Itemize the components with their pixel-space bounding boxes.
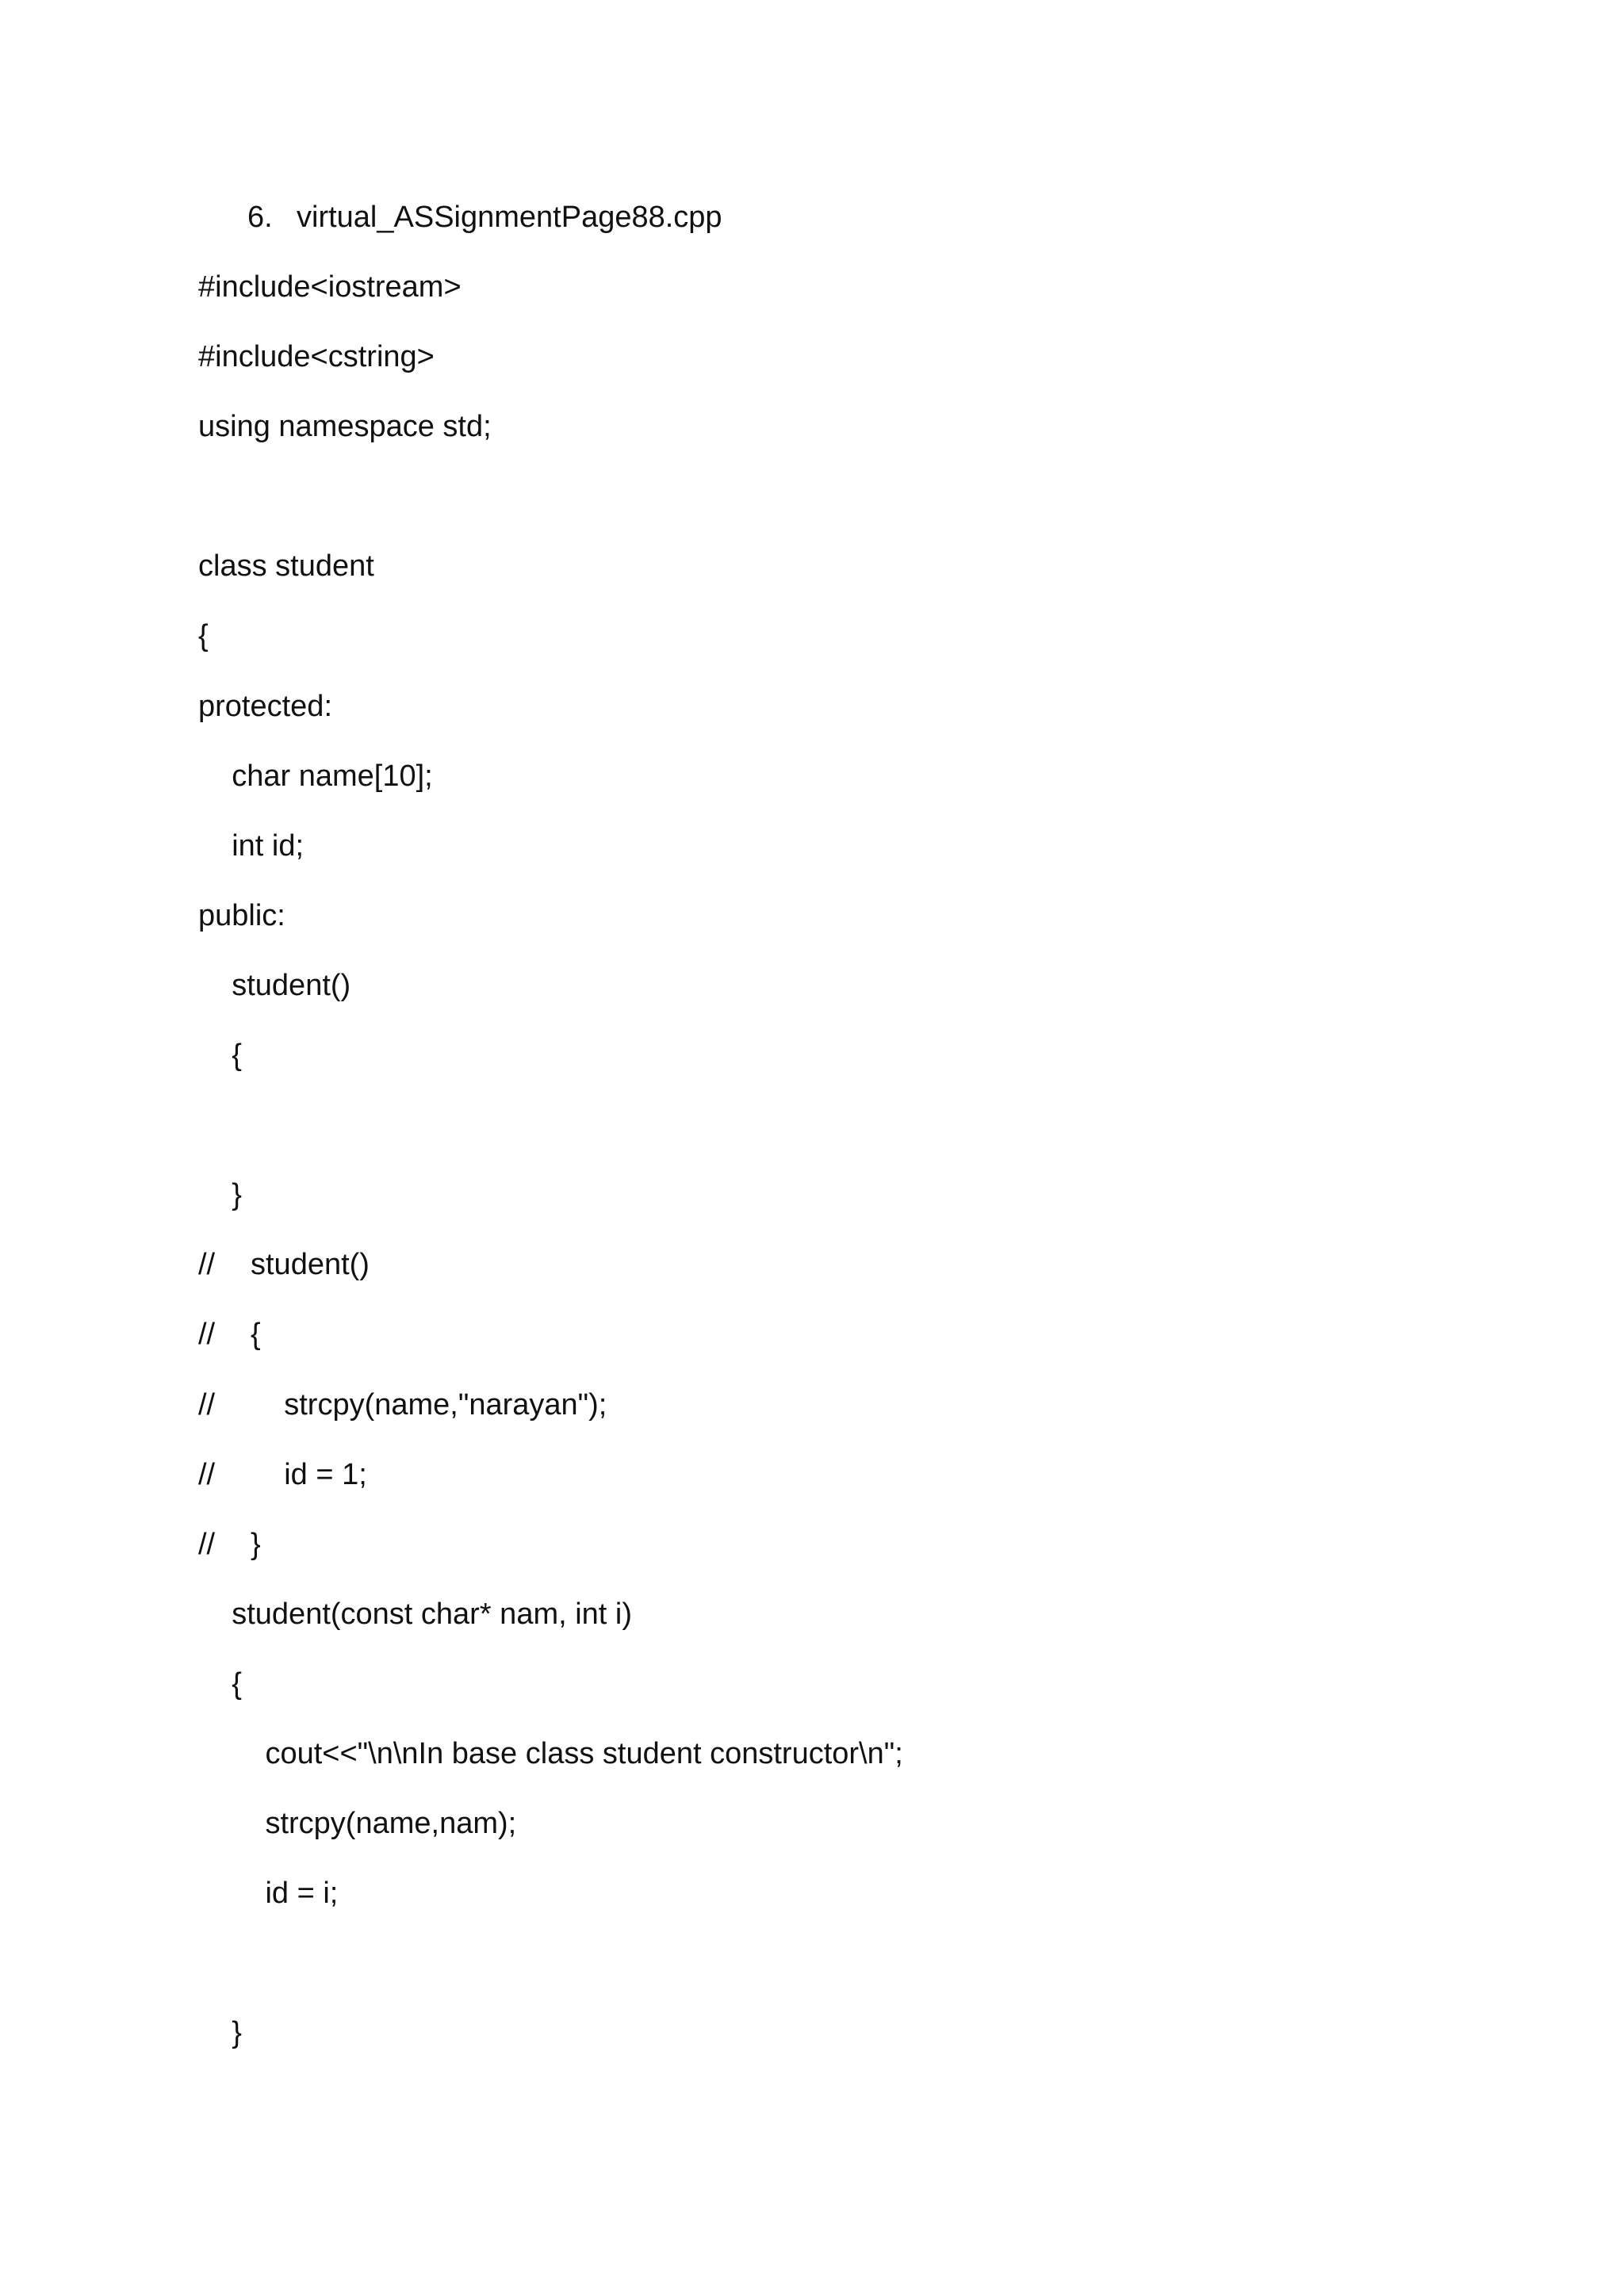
code-text: char name[10]; xyxy=(198,759,433,793)
commented-code-line xyxy=(198,1312,1546,1382)
code-text: strcpy(name,nam); xyxy=(198,1807,517,1841)
code-text: student(const char* nam, int i) xyxy=(198,1597,633,1631)
code-line xyxy=(198,1662,1546,1732)
commented-code-line xyxy=(198,1242,1546,1312)
code-line xyxy=(198,474,1546,544)
code-line xyxy=(198,684,1546,754)
file-heading xyxy=(247,195,722,239)
code-text: protected: xyxy=(198,689,332,723)
code-line xyxy=(198,1871,1546,1941)
comment-marker: // xyxy=(198,1387,216,1422)
code-block xyxy=(198,265,1546,2080)
code-line xyxy=(198,894,1546,963)
commented-code-line xyxy=(198,1452,1546,1522)
comment-marker: // xyxy=(198,1318,216,1352)
code-text: cout<<"\n\nIn base class student constructor\n"; xyxy=(198,1736,903,1770)
code-line xyxy=(198,1592,1546,1662)
comment-marker: // xyxy=(198,1457,216,1491)
code-text: } xyxy=(198,2016,242,2050)
code-text: student() xyxy=(198,968,351,1002)
code-line xyxy=(198,963,1546,1033)
code-text: id = 1; xyxy=(251,1457,367,1491)
code-text: { xyxy=(198,1039,242,1073)
code-line xyxy=(198,544,1546,614)
code-text: id = i; xyxy=(198,1877,339,1911)
code-line xyxy=(198,1033,1546,1103)
code-text: public: xyxy=(198,898,285,932)
comment-marker: // xyxy=(198,1527,216,1561)
code-text: using namespace std; xyxy=(198,410,492,444)
code-text: { xyxy=(198,619,209,653)
commented-code-line xyxy=(198,1383,1546,1452)
code-text: } xyxy=(198,1178,242,1212)
code-line xyxy=(198,265,1546,335)
commented-code-line xyxy=(198,1522,1546,1592)
code-line xyxy=(198,2011,1546,2080)
code-text: } xyxy=(251,1527,261,1561)
code-line xyxy=(198,1103,1546,1173)
code-text: { xyxy=(198,1667,242,1701)
heading-number: 6. xyxy=(247,201,273,234)
comment-marker: // xyxy=(198,1248,216,1282)
code-text: #include<iostream> xyxy=(198,270,462,304)
code-text: int id; xyxy=(198,828,304,863)
code-line xyxy=(198,1732,1546,1801)
code-line xyxy=(198,335,1546,404)
code-line xyxy=(198,754,1546,824)
code-line xyxy=(198,614,1546,683)
code-text: strcpy(name,"narayan"); xyxy=(251,1387,607,1422)
code-text: #include<cstring> xyxy=(198,340,435,374)
code-text: student() xyxy=(251,1248,370,1282)
heading-filename: virtual_ASSignmentPage88.cpp xyxy=(297,201,722,234)
code-line xyxy=(198,1801,1546,1871)
code-text: { xyxy=(251,1318,261,1352)
code-text: class student xyxy=(198,549,374,584)
code-line xyxy=(198,404,1546,474)
code-line xyxy=(198,824,1546,894)
code-line xyxy=(198,1941,1546,2011)
code-line xyxy=(198,1173,1546,1242)
